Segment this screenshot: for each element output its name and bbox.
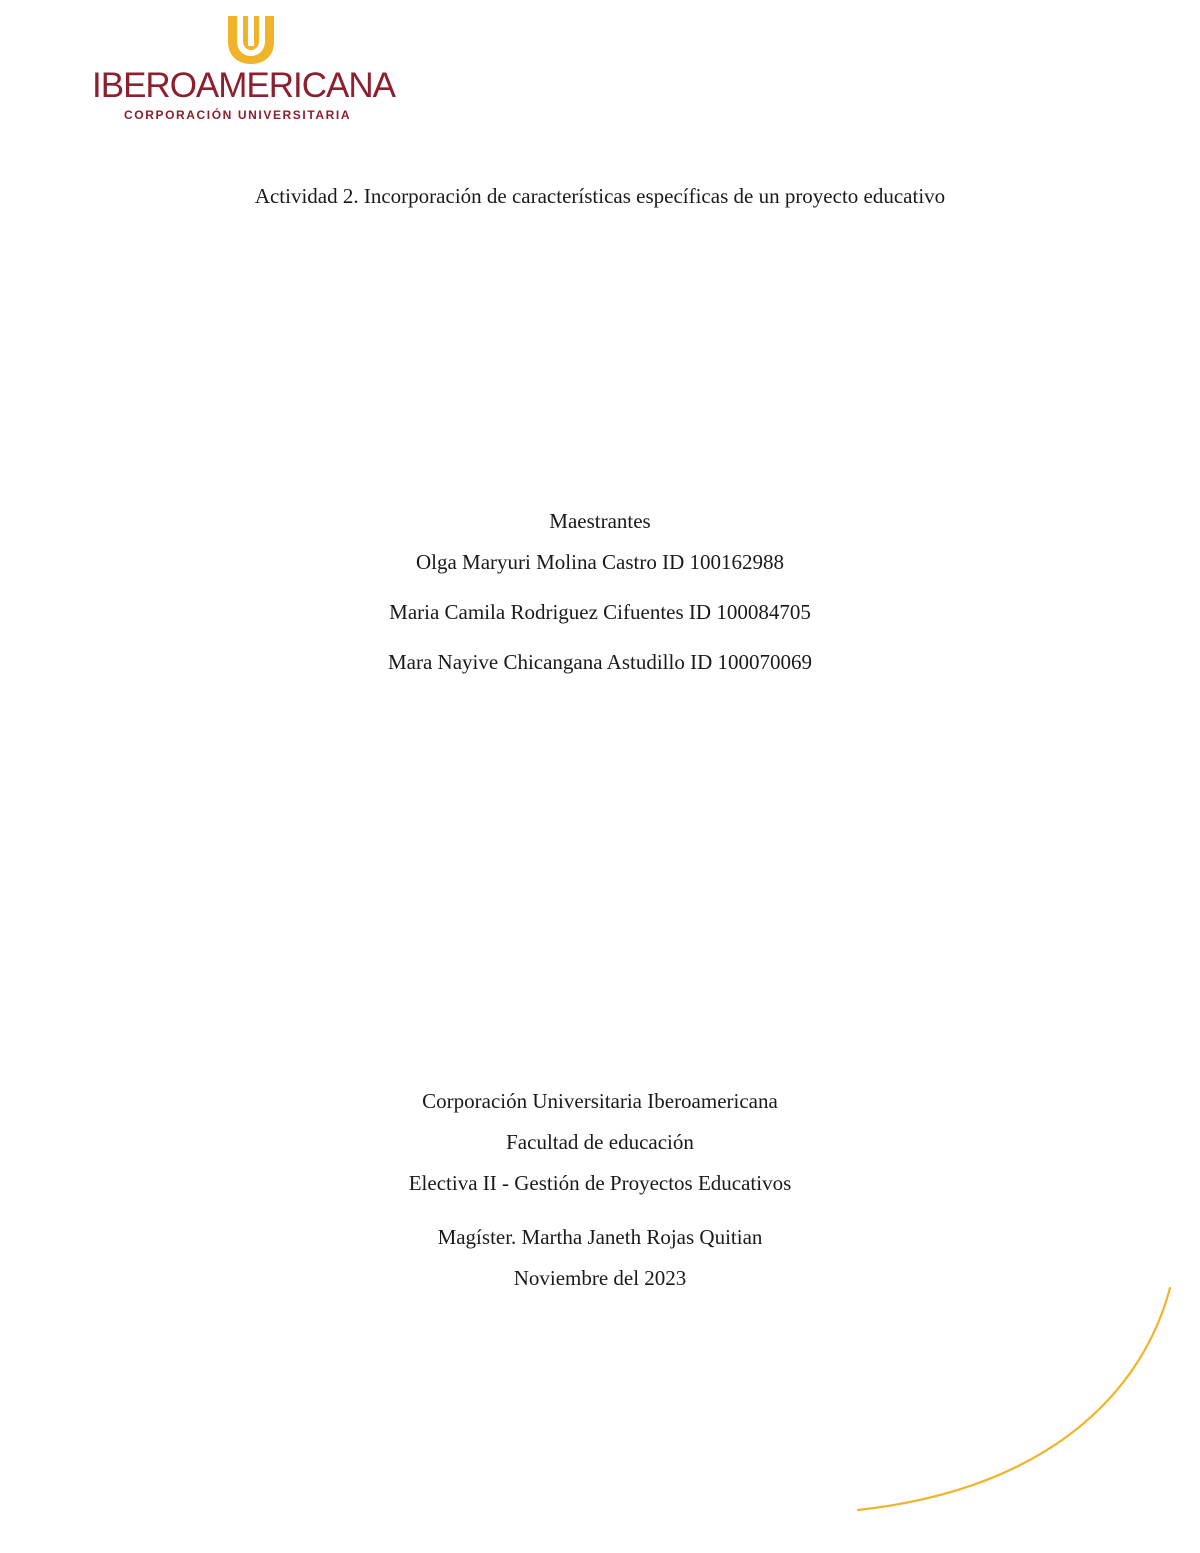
university-logo <box>92 14 412 124</box>
u-shield-icon <box>226 14 276 66</box>
course-name: Electiva II - Gestión de Proyectos Educativos <box>408 1171 792 1195</box>
faculty-name: Facultad de educación <box>506 1130 694 1154</box>
authors-heading: Maestrantes <box>549 509 651 533</box>
logo-name: IBEROAMERICANA <box>92 66 395 105</box>
author-name-3: Mara Nayive Chicangana Astudillo ID 100070069 <box>388 650 812 674</box>
university-name: Corporación Universitaria Iberoamericana <box>422 1089 778 1113</box>
document-title: Actividad 2. Incorporación de características específicas de un proyecto educativo <box>254 184 946 208</box>
teacher-name: Magíster. Martha Janeth Rojas Quitian <box>437 1225 763 1249</box>
author-name-2: Maria Camila Rodriguez Cifuentes ID 100084705 <box>389 600 811 624</box>
logo-subtitle: CORPORACIÓN UNIVERSITARIA <box>124 108 352 122</box>
document-date: Noviembre del 2023 <box>513 1266 687 1290</box>
author-name-1: Olga Maryuri Molina Castro ID 100162988 <box>415 550 785 574</box>
